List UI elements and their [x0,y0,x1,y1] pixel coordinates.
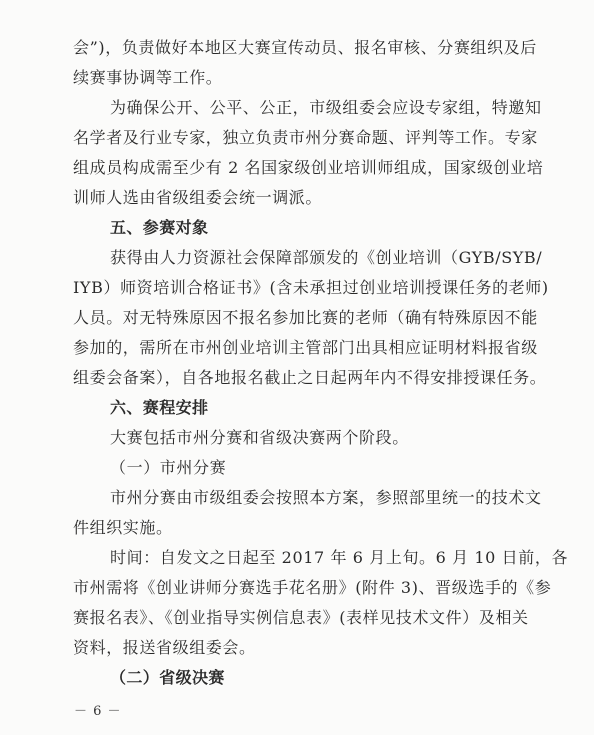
paragraph-line: 资料，报送省级组委会。 [73,638,256,657]
subsection-heading: （二）省级决赛 [110,668,225,687]
page-number: － 6 － [74,704,122,719]
paragraph-line: 续赛事协调等工作。 [73,68,223,87]
paragraph-line: 大赛包括市州分赛和省级决赛两个阶段。 [110,428,409,447]
paragraph-line: 件组织实施。 [73,518,173,537]
paragraph-line: 参加的，需所在市州创业培训主管部门出具相应证明材料报省级 [73,338,538,357]
paragraph-line: 人员。对无特殊原因不报名参加比赛的老师（确有特殊原因不能 [73,308,538,327]
section-heading: 六、赛程安排 [110,398,209,417]
paragraph-line: 组委会备案），自各地报名截止之日起两年内不得安排授课任务。 [73,368,547,387]
paragraph-line: 名学者及行业专家，独立负责市州分赛命题、评判等工作。专家 [73,128,538,147]
section-heading: 五、参赛对象 [110,218,209,237]
paragraph-line: 获得由人力资源社会保障部颁发的《创业培训（GYB/SYB/ [110,248,543,267]
paragraph-line: 训师人选由省级组委会统一调派。 [73,188,323,207]
paragraph-line: 组成员构成需至少有 2 名国家级创业培训师组成，国家级创业培 [73,158,544,177]
paragraph-line: 市州需将《创业讲师分赛选手花名册》(附件 3)、晋级选手的《参 [73,578,552,597]
paragraph-line: 会”)，负责做好本地区大赛宣传动员、报名审核、分赛组织及后 [73,38,537,57]
subsection-heading: （一）市州分赛 [110,458,227,477]
paragraph-line: 赛报名表》、《创业指导实例信息表》(表样见技术文件）及相关 [73,608,529,627]
paragraph-line: 为确保公开、公平、公正，市级组委会应设专家组，特邀知 [110,98,542,117]
paragraph-line: 时间：自发文之日起至 2017 年 6 月上旬。6 月 10 日前，各 [110,548,569,567]
paragraph-line: IYB）师资培训合格证书》(含未承担过创业培训授课任务的老师) [73,278,549,297]
paragraph-line: 市州分赛由市级组委会按照本方案，参照部里统一的技术文 [110,488,542,507]
